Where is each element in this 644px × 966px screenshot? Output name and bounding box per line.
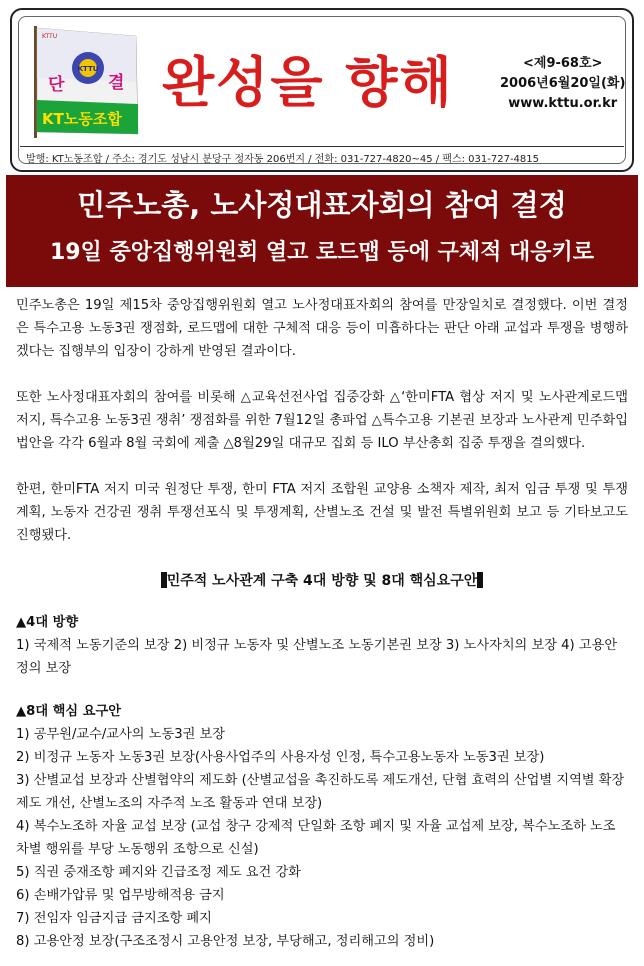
demand-item: 6) 손배가압류 및 업무방해적용 금지: [16, 888, 225, 903]
demand-item: 5) 직권 중재조항 폐지와 긴급조정 제도 요건 강화: [16, 865, 301, 880]
demand-item: 7) 전임자 임금지급 금지조항 폐지: [16, 911, 212, 926]
union-flag-logo: [26, 22, 144, 140]
demand-item: 2) 비정규 노동자 노동3권 보장(사용사업주의 사용자성 인정, 특수고용노동자 노동3권 보장): [16, 750, 545, 765]
website-url: www.kttu.or.kr: [508, 96, 618, 111]
directions-title: ▲4대 방향: [16, 615, 79, 630]
paragraph-3: 한편, 한미FTA 저지 미국 원정단 투쟁, 한미 FTA 저지 조합원 교양용 소책자 제작, 최저 임금 투쟁 및 투쟁계획, 노동자 건강권 쟁취 투쟁선포식 및 투쟁계획, 산별노조 건설 및 발전 특별위원회 보고 등 기타보고도 진행됐다.: [16, 482, 628, 543]
demand-item: 1) 공무원/교수/교사의 노동3권 보장: [16, 727, 225, 742]
demand-item: 8) 고용안정 보장(구조조정시 고용안정 보장, 부당해고, 정리해고의 정비): [16, 934, 435, 949]
headline-banner: [6, 175, 638, 287]
demand-item: 3) 산별교섭 보장과 산별협약의 제도화 (산별교섭을 촉진하도록 제도개선, 단협 효력의 산업별 지역별 확장제도 개선, 산별노조의 자주적 노조 활동과 연대 보장): [16, 773, 625, 811]
section-title: [16, 570, 628, 593]
issue-info: [500, 54, 625, 114]
demands-title: ▲8대 핵심 요구안: [16, 704, 121, 719]
headline: 민주노총, 노사정대표자회의 참여 결정: [77, 188, 567, 222]
flag-text-right: 결: [108, 73, 125, 93]
flag-text-left: 단: [48, 75, 65, 95]
paragraph-1: 민주노총은 19일 제15차 중앙집행위원회 열고 노사정대표자회의 참여를 만장일치로 결정했다. 이번 결정은 특수고용 노동3권 쟁점화, 로드맵에 대한 구체적 대응 등이 미흡하다는 판단 아래 교섭과 투쟁을 병행하겠다는 집행부의 입장이 강하게 반영된 결과이다.: [16, 298, 628, 359]
masthead-divider: [20, 146, 624, 147]
flag-emblem-text: KTTU: [77, 65, 99, 73]
issue-date: 2006년6월20일(화): [500, 76, 626, 91]
demand-item: 4) 복수노조하 자율 교섭 보장 (교섭 창구 강제적 단일화 조항 폐지 및 자율 교섭제 보장, 복수노조하 노조 차별 행위를 부당 노동행위 조항으로 신설): [16, 819, 616, 857]
section-title-text: 민주적 노사관계 구축 4대 방향 및 8대 핵심요구안: [166, 573, 478, 589]
paragraph-2: 또한 노사정대표자회의 참여를 비롯해 △교육선전사업 집중강화 △‘한미FTA 협상 저지 및 노사관계로드맵 저지, 특수고용 노동3권 쟁취’ 쟁점화를 위한 7월12일 총파업 △특수고용 기본권 보장과 노사관계 민주화입법안을 각각 6월과 8월 국회에 제출 △8월29일 대규모 집회 등 ILO 부산총회 집중 투쟁을 결의했다.: [16, 390, 628, 451]
issue-number: <제9-68호>: [523, 56, 603, 71]
directions-text: 1) 국제적 노동기준의 보장 2) 비정규 노동자 및 산별노조 노동기본권 보장 3) 노사자치의 보장 4) 고용안정의 보장: [16, 638, 618, 676]
masthead: [10, 8, 634, 172]
section-bar-right: [477, 572, 483, 588]
article-body: [16, 294, 628, 953]
newsletter-title: 완성을 향해: [162, 51, 454, 114]
flag-bottom-text: KT노동조합: [42, 110, 122, 128]
subheadline: 19일 중앙집행위원회 열고 로드맵 등에 구체적 대응키로: [49, 240, 595, 265]
flag-top-label: KTTU: [42, 33, 58, 40]
publisher-info: 발행: KT노동조합 / 주소: 경기도 성남시 분당구 정자동 206번지 / 전화: 031-727-4820~45 / 팩스: 031-727-4815: [26, 154, 540, 165]
